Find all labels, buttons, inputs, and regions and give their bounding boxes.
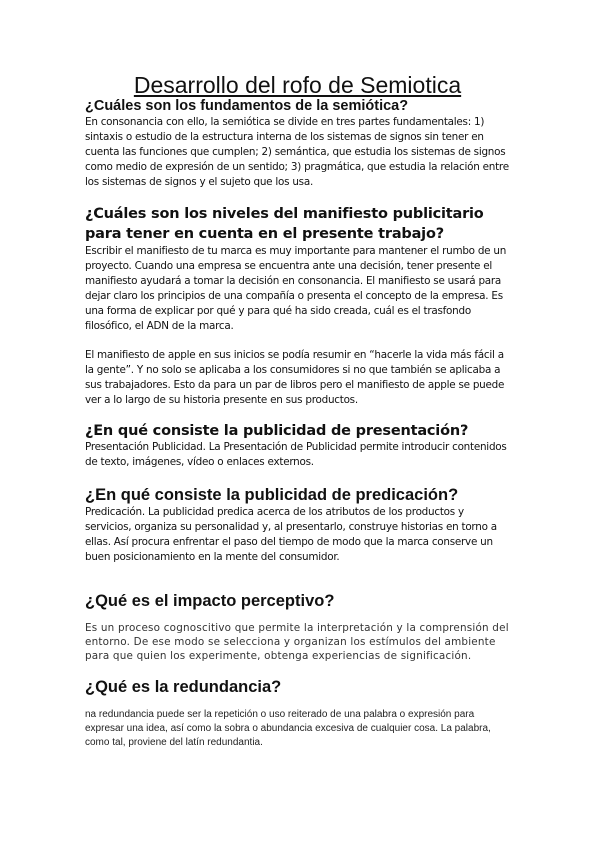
section-paragraph: Presentación Publicidad. La Presentación de Publicidad permite introducir contenidos de texto, imágenes, vídeo o enlaces externos. [85, 441, 507, 468]
section-paragraph: Predicación. La publicidad predica acerca de los atributos de los productos y servicios, organiza su personalidad y, al presentarlo, construye historias en torno a ellas. Así procura enfrentar el paso del tiempo de modo que la marca conserve un buen posicionamiento en la mente del consumidor. [85, 506, 497, 563]
section-paragraph: na redundancia puede ser la repetición o uso reiterado de una palabra o expresión para expresar una idea, así como la sobra o abundancia excesiva de cualquier cosa. La palabra, como tal, proviene del latín redundantia. [85, 709, 491, 748]
section-paragraph: Escribir el manifiesto de tu marca es muy importante para mantener el rumbo de un proyecto. Cuando una empresa se encuentra ante una decisión, tener presente el manifiesto ayudará a tomar la decisión en consonancia. El manifiesto se usará para dejar claro los principios de una compañía o presenta el concepto de la empresa. Es una forma de explicar por qué y para qué ha sido creada, cuál es el trasfondo filosófico, el ADN de la marca. [85, 245, 507, 332]
section-heading: ¿En qué consiste la publicidad de predicación? [85, 486, 459, 504]
section-heading: ¿Cuáles son los fundamentos de la semiótica? [85, 98, 409, 114]
section-publicidad-predicacion [85, 485, 510, 565]
section-heading: ¿Cuáles son los niveles del manifiesto publicitario para tener en cuenta en el presente trabajo? [85, 206, 484, 242]
document-page [85, 72, 510, 750]
section-heading: ¿Qué es el impacto perceptivo? [85, 592, 335, 610]
section-paragraph: Es un proceso cognoscitivo que permite la interpretación y la comprensión del entorno. De ese modo se selecciona y organizan los estímulos del ambiente para que quien los experimente, obtenga experiencias de significación. [85, 622, 509, 662]
document-title: Desarrollo del rofo de Semiotica [133, 72, 462, 98]
section-redundancia [85, 677, 510, 750]
section-fundamentos [85, 98, 510, 190]
section-heading: ¿En qué consiste la publicidad de presentación? [85, 423, 469, 439]
section-paragraph: El manifiesto de apple en sus inicios se podía resumir en “hacerle la vida más fácil a la gente”. Y no solo se aplicaba a los consumidores si no que también se aplicaba a sus trabajadores. Esto da para un par de libros pero el manifiesto de apple se puede ver a lo largo de su historia presente en sus productos. [85, 349, 505, 406]
section-publicidad-presentacion [85, 423, 510, 470]
section-impacto-perceptivo [85, 591, 510, 663]
section-niveles-manifiesto [85, 204, 510, 408]
section-heading: ¿Qué es la redundancia? [85, 678, 282, 696]
section-paragraph: En consonancia con ello, la semiótica se divide en tres partes fundamentales: 1) sintaxis o estudio de la estructura interna de los sistemas de signos sin tener en cuenta las funciones que cumplen; 2) semántica, que estudia los sistemas de signos como medio de expresión de un sentido; 3) pragmática, que estudia la relación entre los sistemas de signos y el sujeto que los usa. [85, 116, 509, 188]
